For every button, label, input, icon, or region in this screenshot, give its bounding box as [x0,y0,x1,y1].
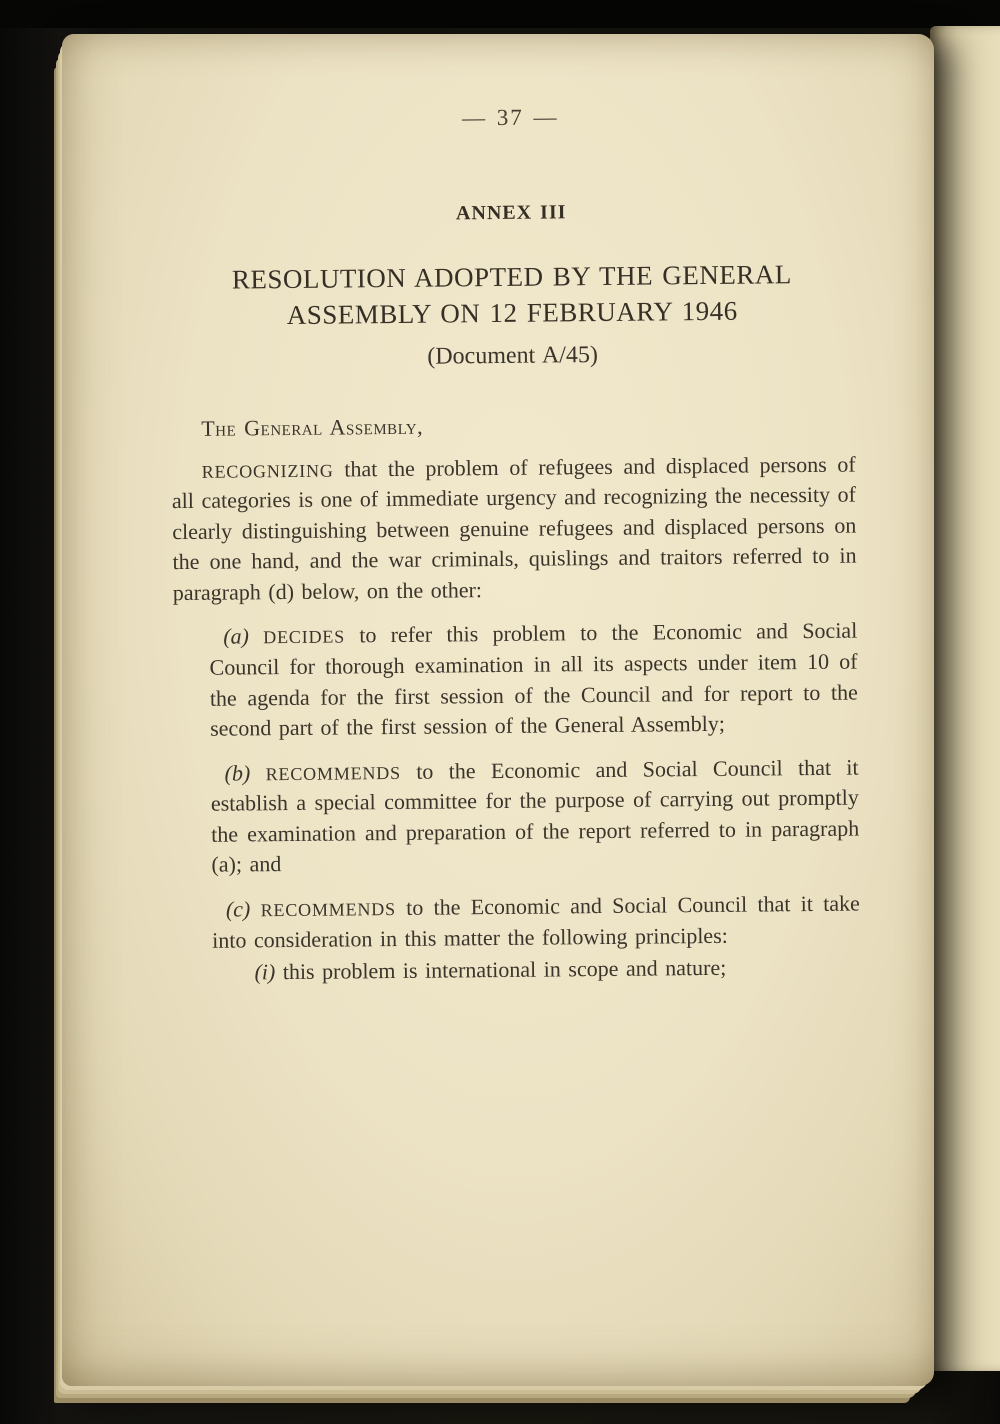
item-b-text: to the Economic and Social Council that it establish a special committee for the purpose of carrying out promptly the examination and preparation of the report referred to in paragraph (a); and [210,754,860,878]
item-c-keyword: RECOMMENDS [260,899,396,921]
document-reference: (Document A/45) [427,341,599,370]
item-i-marker: (i) [254,959,276,985]
resolution-title-line-2: ASSEMBLY ON 12 FEBRUARY 1946 [286,295,738,330]
preamble-keyword: RECOGNIZING [201,460,334,482]
operative-item-b [210,752,859,881]
resolution-title-line-1: RESOLUTION ADOPTED BY THE GENERAL [231,258,792,295]
operative-item-a [209,616,858,745]
preamble-text: that the problem of refugees and displaced persons of all categories is one of immediate urgency and recognizing the necessity of clearly distinguishing between genuine refugees and displaced persons on the one hand, and the war criminals, quislings and traitors referred to in paragraph (d) below, on the other: [171,451,857,605]
photo-backdrop-top [0,0,1000,28]
item-b-marker: (b) [224,760,251,786]
scanned-book-page [62,34,934,1386]
annex-heading: ANNEX III [455,201,567,225]
item-c-text: to the Economic and Social Council that it take into consideration in this matter the following principles: [212,890,861,953]
operative-item-c [212,889,861,956]
resolution-title [170,256,855,334]
page-content [56,30,941,1390]
item-i-text: this problem is international in scope and nature; [282,955,727,985]
principle-item-i [212,952,860,989]
item-a-text: to refer this problem to the Economic and Social Council for thorough examination in all its aspects under item 10 of the agenda for the first session of the Council and for report to the second part of the first session of the General Assembly; [209,617,858,741]
page-number: — 37 — [461,104,559,131]
item-a-keyword: DECIDES [263,626,346,648]
preamble-paragraph [172,449,857,608]
underlying-page-edge [930,26,1000,1371]
salutation: The General Assembly, [201,413,424,441]
item-b-keyword: RECOMMENDS [265,762,401,784]
item-c-marker: (c) [225,896,251,922]
item-a-marker: (a) [223,623,250,650]
